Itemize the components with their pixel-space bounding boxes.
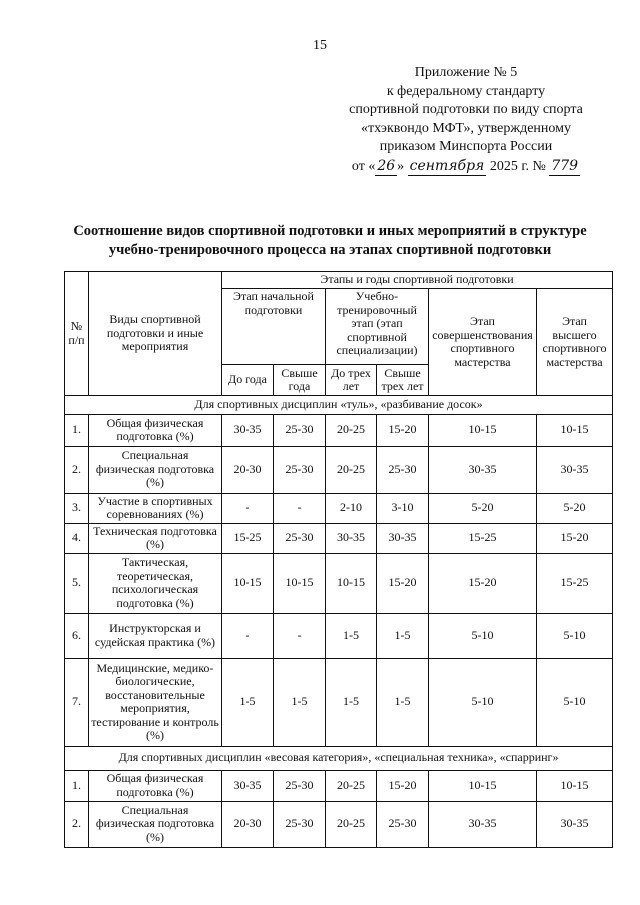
row-value: 30-35 (326, 523, 377, 553)
row-value: 15-20 (377, 553, 429, 613)
row-value: 10-15 (429, 414, 537, 446)
row-value: 1-5 (274, 658, 326, 746)
row-value: 20-30 (222, 801, 274, 847)
row-value: 5-10 (429, 658, 537, 746)
row-number: 3. (65, 493, 89, 523)
table-row (65, 770, 613, 801)
row-value: 1-5 (326, 613, 377, 658)
row-value: - (222, 493, 274, 523)
header-stage-training: Учебно-тренировочный этап (этап спортивной специализации) (326, 289, 429, 365)
row-value: 25-30 (377, 446, 429, 493)
row-value: 25-30 (274, 770, 326, 801)
row-value: 25-30 (274, 414, 326, 446)
header-number: № п/п (65, 272, 89, 396)
row-value: 1-5 (222, 658, 274, 746)
row-value: 25-30 (377, 801, 429, 847)
row-value: 10-15 (222, 553, 274, 613)
row-value: 5-10 (429, 613, 537, 658)
row-value: 20-25 (326, 414, 377, 446)
row-value: 3-10 (377, 493, 429, 523)
row-value: 15-25 (429, 523, 537, 553)
row-value: 15-25 (537, 553, 613, 613)
row-activity-name: Специальная физическая подготовка (%) (89, 801, 222, 847)
row-value: 5-20 (429, 493, 537, 523)
row-value: 10-15 (429, 770, 537, 801)
header-stage-initial: Этап начальной подготовки (222, 289, 326, 365)
header-stage-perfection: Этап совершенствования спортивного мастерства (429, 289, 537, 396)
handwritten-order-number: 779 (549, 157, 580, 177)
appendix-line: Приложение № 5 (414, 65, 518, 80)
date-prefix: от « (351, 158, 376, 174)
section-header-row (65, 396, 613, 415)
page-number: 15 (313, 38, 327, 53)
row-value: - (274, 493, 326, 523)
table-row (65, 613, 613, 658)
header-up-to-three: До трех лет (326, 365, 377, 396)
header-over-year: Свыше года (274, 365, 326, 396)
appendix-line: спортивной подготовки по виду спорта (349, 102, 583, 117)
row-value: 10-15 (326, 553, 377, 613)
table-body (65, 396, 613, 848)
handwritten-month: сентября (408, 157, 487, 177)
header-stage-higher: Этап высшего спортивного мастерства (537, 289, 613, 396)
row-value: 20-25 (326, 446, 377, 493)
document-title (40, 222, 620, 260)
row-number: 4. (65, 523, 89, 553)
row-value: 30-35 (537, 801, 613, 847)
table-row (65, 553, 613, 613)
row-value: - (274, 613, 326, 658)
appendix-block (336, 64, 596, 176)
header-over-three: Свыше трех лет (377, 365, 429, 396)
date-year: 2025 г. № (489, 158, 546, 174)
table-row (65, 493, 613, 523)
row-activity-name: Инструкторская и судейская практика (%) (89, 613, 222, 658)
row-value: 5-10 (537, 658, 613, 746)
row-value: 15-20 (537, 523, 613, 553)
header-stages-group: Этапы и годы спортивной подготовки (222, 272, 613, 289)
appendix-line: «тхэквондо МФТ», утвержденному (361, 120, 571, 136)
row-value: 15-20 (377, 414, 429, 446)
row-value: 1-5 (377, 658, 429, 746)
row-activity-name: Техническая подготовка (%) (89, 523, 222, 553)
row-number: 5. (65, 553, 89, 613)
row-value: 25-30 (274, 801, 326, 847)
section-header-row (65, 746, 613, 770)
row-value: 30-35 (377, 523, 429, 553)
row-value: 5-10 (537, 613, 613, 658)
table-row (65, 801, 613, 847)
row-value: 25-30 (274, 446, 326, 493)
row-activity-name: Общая физическая подготовка (%) (89, 414, 222, 446)
row-value: 1-5 (326, 658, 377, 746)
row-number: 7. (65, 658, 89, 746)
table-row (65, 414, 613, 446)
row-activity-name: Специальная физическая подготовка (%) (89, 446, 222, 493)
row-number: 6. (65, 613, 89, 658)
order-date-line (336, 157, 596, 177)
table-row (65, 658, 613, 746)
row-value: 20-30 (222, 446, 274, 493)
header-kinds: Виды спортивной подготовки и иные мероприятия (89, 272, 222, 396)
row-value: 10-15 (537, 770, 613, 801)
row-activity-name: Участие в спортивных соревнованиях (%) (89, 493, 222, 523)
title-line: учебно-тренировочного процесса на этапах спортивной подготовки (108, 242, 552, 258)
row-value: 15-20 (377, 770, 429, 801)
section-title: Для спортивных дисциплин «весовая категория», «специальная техника», «спарринг» (65, 746, 613, 770)
row-value: 15-25 (222, 523, 274, 553)
row-value: 10-15 (274, 553, 326, 613)
appendix-line: к федеральному стандарту (386, 83, 546, 99)
row-activity-name: Тактическая, теоретическая, психологическая подготовка (%) (89, 553, 222, 613)
row-value: 30-35 (537, 446, 613, 493)
appendix-line: приказом Минспорта России (379, 139, 553, 154)
row-value: 20-25 (326, 770, 377, 801)
row-value: 5-20 (537, 493, 613, 523)
row-value: 30-35 (429, 446, 537, 493)
row-value: 30-35 (222, 770, 274, 801)
title-line: Соотношение видов спортивной подготовки и иных мероприятий в структуре (73, 223, 587, 239)
section-title: Для спортивных дисциплин «туль», «разбивание досок» (65, 396, 613, 415)
row-number: 2. (65, 446, 89, 493)
row-value: 2-10 (326, 493, 377, 523)
row-activity-name: Общая физическая подготовка (%) (89, 770, 222, 801)
row-value: 25-30 (274, 523, 326, 553)
ratio-table (64, 271, 613, 848)
row-activity-name: Медицинские, медико-биологические, восстановительные мероприятия, тестирование и контроль (%) (89, 658, 222, 746)
row-value: 10-15 (537, 414, 613, 446)
table-row (65, 446, 613, 493)
row-value: 30-35 (429, 801, 537, 847)
row-number: 2. (65, 801, 89, 847)
header-up-to-year: До года (222, 365, 274, 396)
row-value: 30-35 (222, 414, 274, 446)
date-quote: » (397, 158, 405, 174)
row-value: 1-5 (377, 613, 429, 658)
row-value: - (222, 613, 274, 658)
row-value: 20-25 (326, 801, 377, 847)
row-number: 1. (65, 770, 89, 801)
table-row (65, 523, 613, 553)
handwritten-day: 26 (375, 157, 397, 177)
row-number: 1. (65, 414, 89, 446)
row-value: 15-20 (429, 553, 537, 613)
